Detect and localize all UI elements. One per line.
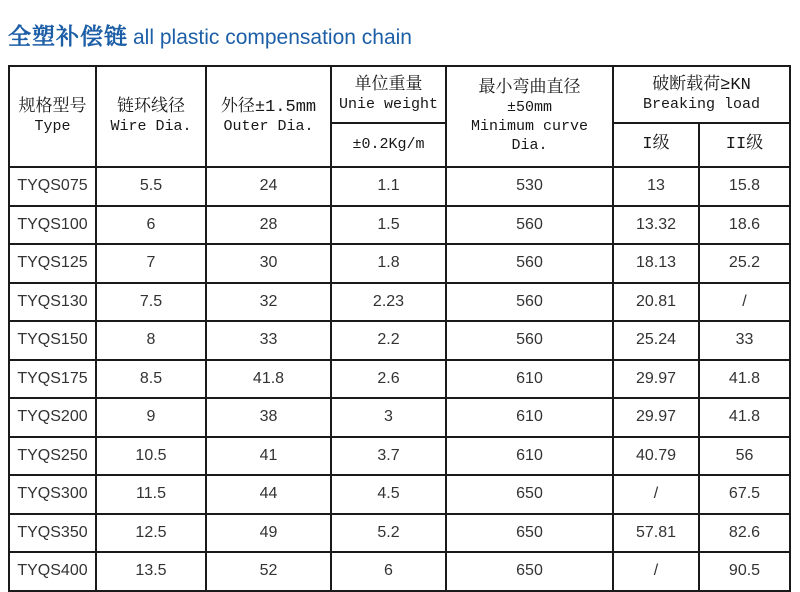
value-cell: 650: [446, 552, 613, 591]
value-cell: 12.5: [96, 514, 206, 553]
header-grade-2: [699, 123, 790, 167]
value-cell: 15.8: [699, 167, 790, 206]
value-cell: 7.5: [96, 283, 206, 322]
model-cell: TYQS350: [9, 514, 96, 553]
header-outer-dia: [206, 66, 331, 167]
value-cell: 38: [206, 398, 331, 437]
header-breaking-load-cn: 破断载荷≥KN: [652, 75, 751, 95]
value-cell: 30: [206, 244, 331, 283]
value-cell: 2.6: [331, 360, 446, 399]
value-cell: 49: [206, 514, 331, 553]
value-cell: 41.8: [699, 360, 790, 399]
header-unit-weight-cn: 单位重量: [354, 75, 423, 95]
table-row: [9, 244, 790, 283]
value-cell: 1.1: [331, 167, 446, 206]
table-body: [9, 167, 790, 591]
table-row: [9, 206, 790, 245]
value-cell: 9: [96, 398, 206, 437]
value-cell: 10.5: [96, 437, 206, 476]
value-cell: 1.8: [331, 244, 446, 283]
value-cell: 560: [446, 283, 613, 322]
value-cell: 610: [446, 360, 613, 399]
header-grade-2-label: II级: [725, 135, 764, 155]
value-cell: 8: [96, 321, 206, 360]
model-cell: TYQS400: [9, 552, 96, 591]
value-cell: 18.13: [613, 244, 699, 283]
value-cell: 560: [446, 244, 613, 283]
model-cell: TYQS150: [9, 321, 96, 360]
value-cell: 57.81: [613, 514, 699, 553]
header-grade-1-label: I级: [642, 135, 670, 155]
header-type-cn: 规格型号: [18, 97, 87, 117]
table-row: [9, 283, 790, 322]
value-cell: 41: [206, 437, 331, 476]
value-cell: 32: [206, 283, 331, 322]
value-cell: 2.23: [331, 283, 446, 322]
model-cell: TYQS250: [9, 437, 96, 476]
value-cell: 530: [446, 167, 613, 206]
table-row: [9, 514, 790, 553]
value-cell: /: [699, 283, 790, 322]
value-cell: 1.5: [331, 206, 446, 245]
value-cell: 7: [96, 244, 206, 283]
table-row: [9, 398, 790, 437]
header-type: [9, 66, 96, 167]
value-cell: 6: [331, 552, 446, 591]
value-cell: 5.5: [96, 167, 206, 206]
value-cell: 41.8: [206, 360, 331, 399]
header-min-curve: [446, 66, 613, 167]
header-breaking-load-en: Breaking load: [642, 95, 761, 113]
value-cell: 29.97: [613, 360, 699, 399]
value-cell: 90.5: [699, 552, 790, 591]
value-cell: 44: [206, 475, 331, 514]
model-cell: TYQS175: [9, 360, 96, 399]
header-wire-dia-cn: 链环线径: [117, 97, 185, 117]
header-row-top: [9, 66, 790, 123]
header-breaking-load: [613, 66, 790, 123]
value-cell: 33: [206, 321, 331, 360]
value-cell: 13: [613, 167, 699, 206]
value-cell: 56: [699, 437, 790, 476]
value-cell: 560: [446, 321, 613, 360]
value-cell: 560: [446, 206, 613, 245]
value-cell: 82.6: [699, 514, 790, 553]
value-cell: 650: [446, 514, 613, 553]
header-unit-weight-en: Unie weight: [338, 95, 439, 113]
header-wire-dia: [96, 66, 206, 167]
model-cell: TYQS125: [9, 244, 96, 283]
value-cell: 610: [446, 437, 613, 476]
header-type-en: Type: [34, 117, 71, 135]
value-cell: 4.5: [331, 475, 446, 514]
value-cell: 25.2: [699, 244, 790, 283]
value-cell: 28: [206, 206, 331, 245]
value-cell: 2.2: [331, 321, 446, 360]
value-cell: 3.7: [331, 437, 446, 476]
header-outer-dia-en: Outer Dia.: [223, 117, 314, 135]
header-min-curve-en2: Dia.: [511, 136, 548, 154]
page-title-english: all plastic compensation chain: [133, 26, 412, 49]
table-row: [9, 167, 790, 206]
header-wire-dia-en: Wire Dia.: [110, 117, 192, 135]
value-cell: 24: [206, 167, 331, 206]
value-cell: 25.24: [613, 321, 699, 360]
header-min-curve-cn: 最小弯曲直径: [478, 78, 581, 98]
model-cell: TYQS130: [9, 283, 96, 322]
value-cell: 33: [699, 321, 790, 360]
value-cell: 20.81: [613, 283, 699, 322]
table-header: [9, 66, 790, 167]
value-cell: 52: [206, 552, 331, 591]
value-cell: 6: [96, 206, 206, 245]
model-cell: TYQS300: [9, 475, 96, 514]
value-cell: 8.5: [96, 360, 206, 399]
table-row: [9, 321, 790, 360]
page-title: [8, 24, 412, 49]
spec-table: [8, 65, 791, 592]
value-cell: 610: [446, 398, 613, 437]
value-cell: 41.8: [699, 398, 790, 437]
value-cell: 13.5: [96, 552, 206, 591]
header-outer-dia-cn: 外径±1.5mm: [220, 97, 317, 117]
header-min-curve-en1: Minimum curve: [470, 117, 589, 135]
value-cell: 3: [331, 398, 446, 437]
page-title-chinese: 全塑补偿链: [8, 24, 128, 49]
value-cell: 650: [446, 475, 613, 514]
value-cell: 11.5: [96, 475, 206, 514]
model-cell: TYQS075: [9, 167, 96, 206]
table-row: [9, 475, 790, 514]
header-weight-tolerance-value: ±0.2Kg/m: [352, 135, 425, 153]
value-cell: /: [613, 475, 699, 514]
table-row: [9, 437, 790, 476]
value-cell: 40.79: [613, 437, 699, 476]
model-cell: TYQS200: [9, 398, 96, 437]
header-weight-tolerance: [331, 123, 446, 167]
value-cell: 67.5: [699, 475, 790, 514]
value-cell: 29.97: [613, 398, 699, 437]
value-cell: 18.6: [699, 206, 790, 245]
header-min-curve-tolerance: ±50mm: [506, 99, 552, 116]
value-cell: /: [613, 552, 699, 591]
header-grade-1: [613, 123, 699, 167]
table-row: [9, 360, 790, 399]
header-unit-weight: [331, 66, 446, 123]
value-cell: 13.32: [613, 206, 699, 245]
model-cell: TYQS100: [9, 206, 96, 245]
value-cell: 5.2: [331, 514, 446, 553]
